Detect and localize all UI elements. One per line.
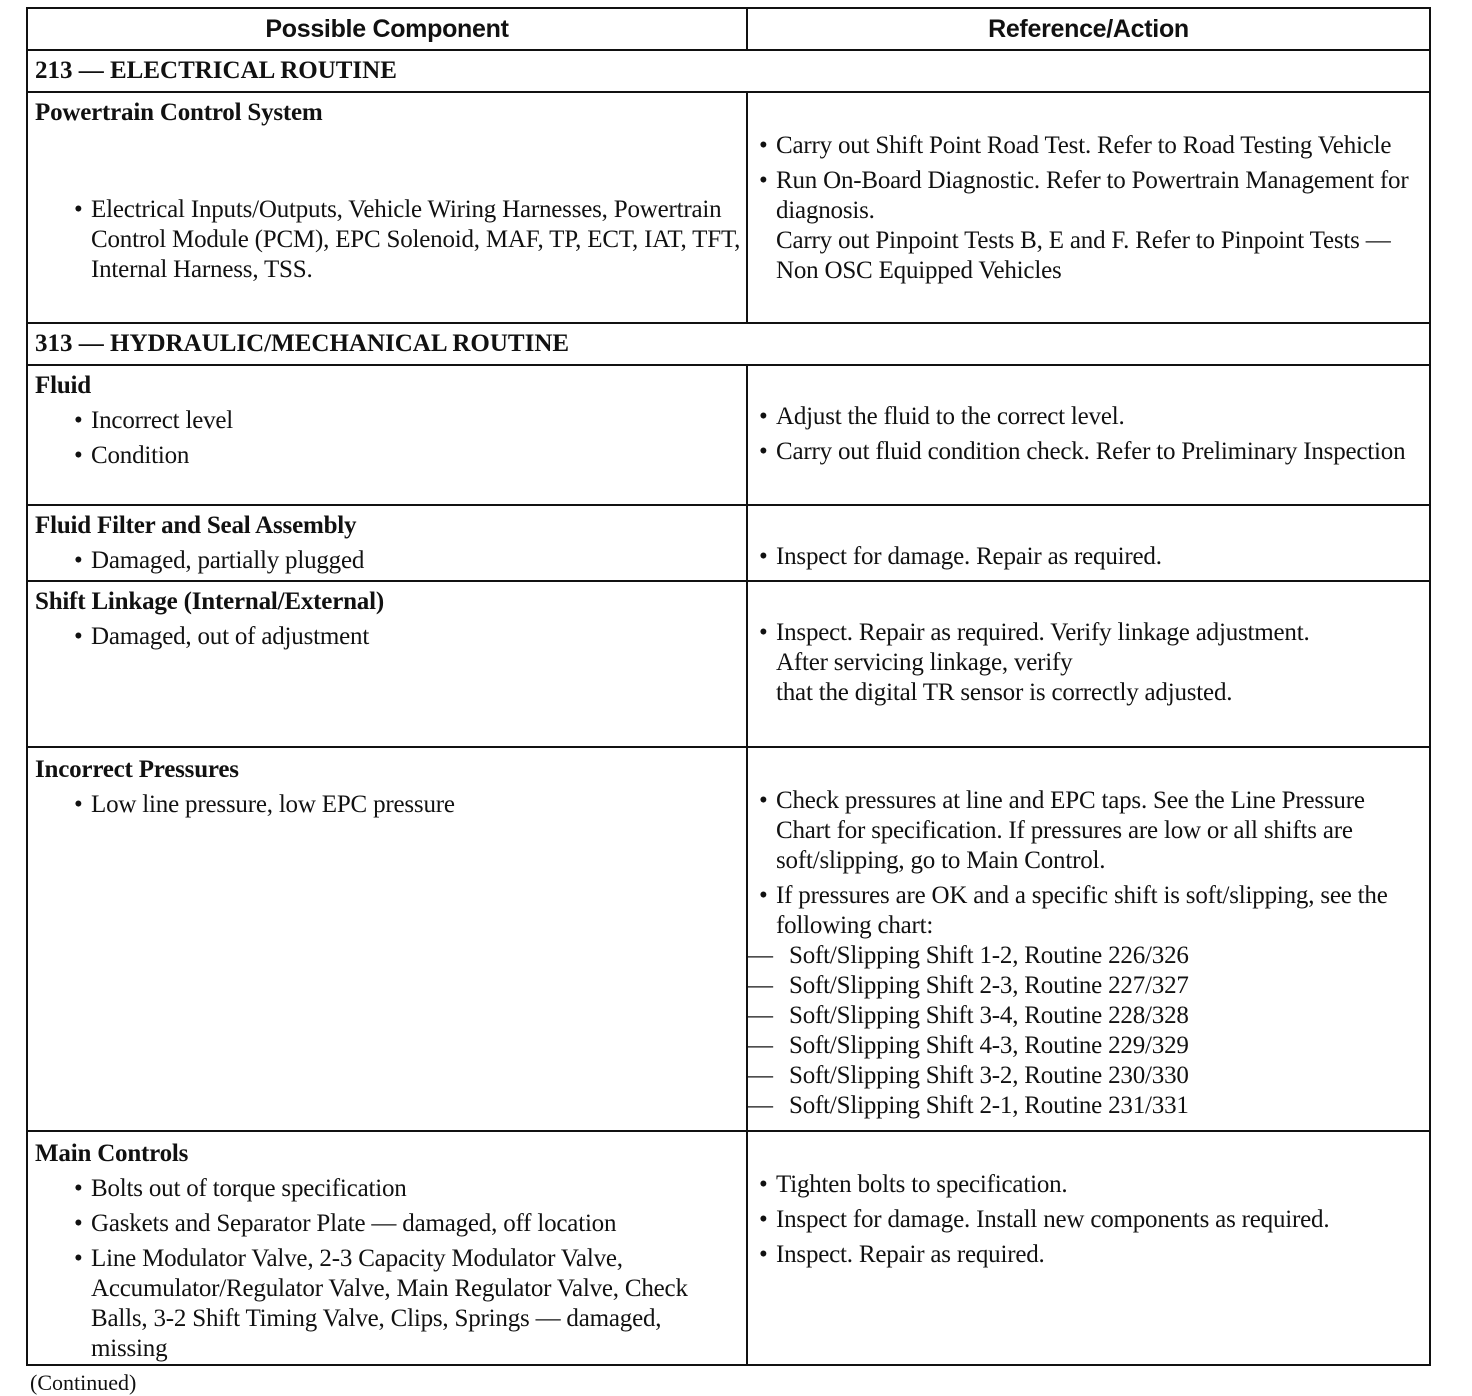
list-item: • Inspect for damage. Repair as required. <box>776 542 1421 572</box>
linkage-action-line-1: • Inspect. Repair as required. Verify linkage adjustment. <box>776 619 1310 646</box>
list-item: • Check pressures at line and EPC taps. See the Line Pressure Chart for specification. If pressures are low or all shifts are soft/slipping, go to Main Control. <box>776 786 1421 876</box>
list-item: • Condition <box>91 441 746 471</box>
header-reference-action: Reference/Action <box>747 8 1430 50</box>
list-item: • Line Modulator Valve, 2-3 Capacity Modulator Valve, Accumulator/Regulator Valve, Main Regulator Valve, Check Balls, 3-2 Shift Timing Valve, Clips, Springs — damaged, missing <box>91 1244 718 1364</box>
shift-routine-list <box>748 941 1421 1121</box>
header-possible-component: Possible Component <box>27 8 747 50</box>
pressures-action-list <box>748 786 1429 1121</box>
list-item: — Soft/Slipping Shift 4-3, Routine 229/329 <box>748 1031 1421 1061</box>
main-controls-component-list <box>28 1174 746 1364</box>
main-controls-component-cell <box>27 1131 747 1365</box>
list-item: • Gaskets and Separator Plate — damaged, off location <box>91 1209 718 1239</box>
list-item <box>776 618 1421 708</box>
pressures-title: Incorrect Pressures <box>35 756 239 783</box>
table-row <box>27 92 1430 323</box>
list-item: • Run On-Board Diagnostic. Refer to Powertrain Management for diagnosis. <box>776 166 1421 226</box>
pressures-chart-intro: If pressures are OK and a specific shift is soft/slipping, see the following chart: <box>776 882 1388 939</box>
list-item: — Soft/Slipping Shift 2-1, Routine 231/331 <box>748 1091 1421 1121</box>
list-item: • Inspect. Repair as required. <box>776 1240 1421 1270</box>
powertrain-component-cell <box>27 92 747 323</box>
list-item: • Adjust the fluid to the correct level. <box>776 402 1421 432</box>
linkage-action-line-3: that the digital TR sensor is correctly adjusted. <box>776 679 1233 706</box>
filter-component-list <box>28 546 746 576</box>
list-item: • Carry out Shift Point Road Test. Refer to Road Testing Vehicle <box>776 131 1421 161</box>
list-item: — Soft/Slipping Shift 3-2, Routine 230/330 <box>748 1061 1421 1091</box>
main-controls-action-list <box>748 1170 1429 1270</box>
list-item <box>776 881 1421 1121</box>
pressures-component-cell <box>27 747 747 1131</box>
linkage-action-line-2: After servicing linkage, verify <box>776 649 1073 676</box>
table-row <box>27 581 1430 747</box>
list-item: • Tighten bolts to specification. <box>776 1170 1421 1200</box>
list-item: • Electrical Inputs/Outputs, Vehicle Wiring Harnesses, Powertrain Control Module (PCM), EPC Solenoid, MAF, TP, ECT, IAT, TFT, Internal Harness, TSS. <box>91 195 746 285</box>
list-item: — Soft/Slipping Shift 3-4, Routine 228/328 <box>748 1001 1421 1031</box>
filter-action-cell <box>747 505 1430 581</box>
list-item: • Inspect for damage. Install new components as required. <box>776 1205 1421 1235</box>
main-controls-action-cell <box>747 1131 1430 1365</box>
routine-313-row <box>27 323 1430 365</box>
table-row <box>27 505 1430 581</box>
filter-action-list <box>748 542 1429 572</box>
list-item: • Incorrect level <box>91 406 746 436</box>
powertrain-action-cell <box>747 92 1430 323</box>
linkage-component-list <box>28 622 746 652</box>
pressures-component-list <box>28 790 746 820</box>
list-item: • Low line pressure, low EPC pressure <box>91 790 746 820</box>
routine-313-title: 313 — HYDRAULIC/MECHANICAL ROUTINE <box>27 323 1430 365</box>
fluid-action-cell <box>747 365 1430 505</box>
linkage-action-cell <box>747 581 1430 747</box>
powertrain-title: Powertrain Control System <box>35 99 323 126</box>
fluid-action-list <box>748 402 1429 467</box>
list-item: — Soft/Slipping Shift 2-3, Routine 227/327 <box>748 971 1421 1001</box>
table-row <box>27 365 1430 505</box>
filter-component-cell <box>27 505 747 581</box>
routine-213-title: 213 — ELECTRICAL ROUTINE <box>27 50 1430 92</box>
pressures-action-cell <box>747 747 1430 1131</box>
powertrain-component-list <box>28 195 746 285</box>
routine-213-row <box>27 50 1430 92</box>
list-item: • Carry out fluid condition check. Refer to Preliminary Inspection <box>776 437 1421 467</box>
list-item: • Bolts out of torque specification <box>91 1174 718 1204</box>
powertrain-pinpoint-note: Carry out Pinpoint Tests B, E and F. Refer to Pinpoint Tests — Non OSC Equipped Vehicles <box>776 227 1391 284</box>
linkage-title: Shift Linkage (Internal/External) <box>35 588 384 615</box>
main-controls-title: Main Controls <box>35 1140 189 1167</box>
list-item: • Damaged, partially plugged <box>91 546 746 576</box>
linkage-action-list <box>748 618 1429 708</box>
table-row <box>27 1131 1430 1365</box>
linkage-component-cell <box>27 581 747 747</box>
list-item: • Damaged, out of adjustment <box>91 622 746 652</box>
fluid-title: Fluid <box>35 372 91 399</box>
diagnosis-table <box>26 7 1431 1366</box>
list-item: — Soft/Slipping Shift 1-2, Routine 226/326 <box>748 941 1421 971</box>
filter-title: Fluid Filter and Seal Assembly <box>35 512 357 539</box>
table-header-row <box>27 8 1430 50</box>
continued-note: (Continued) <box>30 1370 137 1395</box>
fluid-component-list <box>28 406 746 471</box>
powertrain-action-list <box>748 131 1429 226</box>
fluid-component-cell <box>27 365 747 505</box>
table-row <box>27 747 1430 1131</box>
